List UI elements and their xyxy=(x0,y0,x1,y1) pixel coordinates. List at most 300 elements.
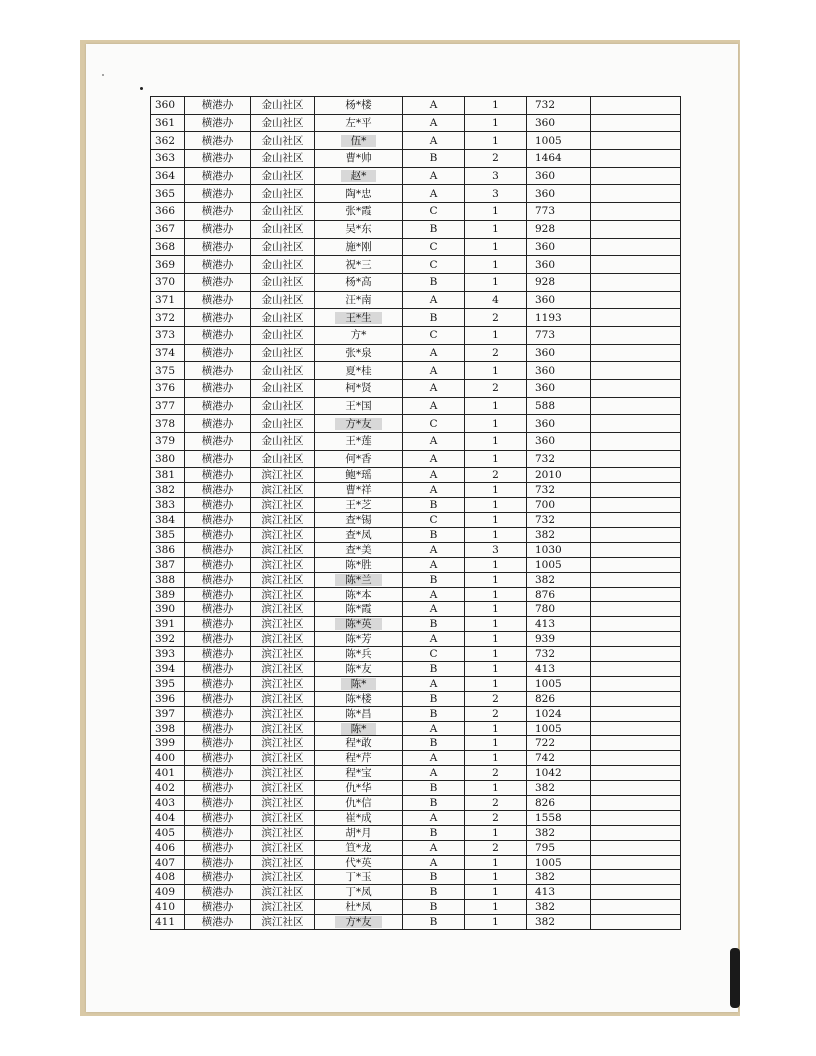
name-text: 汪*南 xyxy=(345,293,372,306)
name-cell xyxy=(315,238,403,256)
amount-cell: 360 xyxy=(527,433,591,451)
note-cell xyxy=(591,691,681,706)
row-number-cell: 393 xyxy=(151,647,185,662)
community-cell: 金山社区 xyxy=(251,97,315,115)
row-number-cell: 401 xyxy=(151,766,185,781)
table-row xyxy=(151,528,681,543)
name-cell xyxy=(315,167,403,185)
table-row xyxy=(151,238,681,256)
name-cell xyxy=(315,150,403,168)
count-cell: 2 xyxy=(465,150,527,168)
category-cell: C xyxy=(403,238,465,256)
amount-cell: 700 xyxy=(527,498,591,513)
community-cell: 金山社区 xyxy=(251,309,315,327)
table-row xyxy=(151,751,681,766)
amount-cell: 360 xyxy=(527,256,591,274)
amount-cell: 876 xyxy=(527,587,591,602)
category-cell: B xyxy=(403,885,465,900)
note-cell xyxy=(591,542,681,557)
note-cell xyxy=(591,781,681,796)
community-cell: 滨江社区 xyxy=(251,736,315,751)
row-number-cell: 387 xyxy=(151,557,185,572)
table-row xyxy=(151,691,681,706)
table-row xyxy=(151,309,681,327)
community-cell: 金山社区 xyxy=(251,291,315,309)
note-cell xyxy=(591,662,681,677)
category-cell: A xyxy=(403,167,465,185)
table-row xyxy=(151,362,681,380)
count-cell: 1 xyxy=(465,915,527,930)
office-cell: 横港办 xyxy=(185,602,251,617)
row-number-cell: 382 xyxy=(151,483,185,498)
scan-speck xyxy=(102,74,104,76)
community-cell: 滨江社区 xyxy=(251,587,315,602)
name-text: 陈*兵 xyxy=(345,648,372,661)
office-cell: 横港办 xyxy=(185,326,251,344)
amount-cell: 360 xyxy=(527,238,591,256)
amount-cell: 382 xyxy=(527,572,591,587)
table-row xyxy=(151,167,681,185)
row-number-cell: 411 xyxy=(151,915,185,930)
count-cell: 1 xyxy=(465,498,527,513)
note-cell xyxy=(591,380,681,398)
count-cell: 2 xyxy=(465,380,527,398)
name-cell xyxy=(315,114,403,132)
community-cell: 金山社区 xyxy=(251,167,315,185)
office-cell: 横港办 xyxy=(185,542,251,557)
note-cell xyxy=(591,291,681,309)
amount-cell: 360 xyxy=(527,291,591,309)
table-row xyxy=(151,483,681,498)
count-cell: 2 xyxy=(465,691,527,706)
community-cell: 滨江社区 xyxy=(251,572,315,587)
row-number-cell: 380 xyxy=(151,450,185,468)
name-text: 陈* xyxy=(341,723,377,735)
amount-cell: 826 xyxy=(527,796,591,811)
category-cell: C xyxy=(403,256,465,274)
community-cell: 滨江社区 xyxy=(251,557,315,572)
table-row xyxy=(151,900,681,915)
office-cell: 横港办 xyxy=(185,572,251,587)
office-cell: 横港办 xyxy=(185,344,251,362)
table-row xyxy=(151,132,681,150)
note-cell xyxy=(591,602,681,617)
count-cell: 1 xyxy=(465,450,527,468)
office-cell: 横港办 xyxy=(185,185,251,203)
note-cell xyxy=(591,167,681,185)
category-cell: A xyxy=(403,855,465,870)
count-cell: 2 xyxy=(465,706,527,721)
name-cell xyxy=(315,344,403,362)
count-cell: 1 xyxy=(465,736,527,751)
note-cell xyxy=(591,840,681,855)
row-number-cell: 392 xyxy=(151,632,185,647)
note-cell xyxy=(591,220,681,238)
table-row xyxy=(151,203,681,221)
amount-cell: 1005 xyxy=(527,676,591,691)
row-number-cell: 369 xyxy=(151,256,185,274)
count-cell: 3 xyxy=(465,542,527,557)
table-row xyxy=(151,870,681,885)
community-cell: 滨江社区 xyxy=(251,900,315,915)
note-cell xyxy=(591,676,681,691)
community-cell: 滨江社区 xyxy=(251,542,315,557)
name-text: 程*敢 xyxy=(345,737,372,750)
name-cell xyxy=(315,291,403,309)
row-number-cell: 407 xyxy=(151,855,185,870)
amount-cell: 780 xyxy=(527,602,591,617)
count-cell: 1 xyxy=(465,572,527,587)
count-cell: 1 xyxy=(465,114,527,132)
name-cell xyxy=(315,380,403,398)
name-cell xyxy=(315,97,403,115)
name-text: 陈*本 xyxy=(345,588,372,601)
count-cell: 1 xyxy=(465,203,527,221)
office-cell: 横港办 xyxy=(185,450,251,468)
name-cell xyxy=(315,220,403,238)
name-cell xyxy=(315,513,403,528)
row-number-cell: 361 xyxy=(151,114,185,132)
name-text: 王*生 xyxy=(335,312,381,324)
community-cell: 滨江社区 xyxy=(251,721,315,736)
name-text: 陈*胜 xyxy=(345,558,372,571)
row-number-cell: 373 xyxy=(151,326,185,344)
community-cell: 金山社区 xyxy=(251,415,315,433)
community-cell: 滨江社区 xyxy=(251,781,315,796)
amount-cell: 413 xyxy=(527,885,591,900)
count-cell: 1 xyxy=(465,362,527,380)
amount-cell: 382 xyxy=(527,915,591,930)
row-number-cell: 388 xyxy=(151,572,185,587)
community-cell: 滨江社区 xyxy=(251,766,315,781)
name-cell xyxy=(315,528,403,543)
name-text: 曹*帅 xyxy=(345,152,372,165)
row-number-cell: 379 xyxy=(151,433,185,451)
table-row xyxy=(151,706,681,721)
count-cell: 1 xyxy=(465,870,527,885)
category-cell: A xyxy=(403,587,465,602)
community-cell: 滨江社区 xyxy=(251,662,315,677)
count-cell: 3 xyxy=(465,185,527,203)
amount-cell: 732 xyxy=(527,513,591,528)
category-cell: B xyxy=(403,498,465,513)
category-cell: B xyxy=(403,796,465,811)
amount-cell: 732 xyxy=(527,483,591,498)
note-cell xyxy=(591,766,681,781)
table-row xyxy=(151,855,681,870)
category-cell: B xyxy=(403,870,465,885)
category-cell: A xyxy=(403,291,465,309)
amount-cell: 939 xyxy=(527,632,591,647)
category-cell: A xyxy=(403,766,465,781)
category-cell: A xyxy=(403,114,465,132)
row-number-cell: 404 xyxy=(151,810,185,825)
category-cell: B xyxy=(403,781,465,796)
office-cell: 横港办 xyxy=(185,309,251,327)
amount-cell: 382 xyxy=(527,870,591,885)
amount-cell: 360 xyxy=(527,344,591,362)
name-cell xyxy=(315,572,403,587)
office-cell: 横港办 xyxy=(185,810,251,825)
amount-cell: 928 xyxy=(527,273,591,291)
office-cell: 横港办 xyxy=(185,528,251,543)
note-cell xyxy=(591,185,681,203)
note-cell xyxy=(591,344,681,362)
name-text: 杨*高 xyxy=(345,276,372,289)
community-cell: 滨江社区 xyxy=(251,632,315,647)
name-cell xyxy=(315,415,403,433)
category-cell: A xyxy=(403,450,465,468)
name-text: 陈*友 xyxy=(345,662,372,675)
community-cell: 金山社区 xyxy=(251,132,315,150)
note-cell xyxy=(591,900,681,915)
name-cell xyxy=(315,309,403,327)
office-cell: 横港办 xyxy=(185,781,251,796)
row-number-cell: 402 xyxy=(151,781,185,796)
note-cell xyxy=(591,810,681,825)
count-cell: 2 xyxy=(465,468,527,483)
count-cell: 1 xyxy=(465,326,527,344)
count-cell: 1 xyxy=(465,397,527,415)
office-cell: 横港办 xyxy=(185,291,251,309)
amount-cell: 1193 xyxy=(527,309,591,327)
table-row xyxy=(151,291,681,309)
amount-cell: 742 xyxy=(527,751,591,766)
office-cell: 横港办 xyxy=(185,840,251,855)
row-number-cell: 381 xyxy=(151,468,185,483)
name-text: 方*友 xyxy=(335,916,381,928)
name-text: 崔*成 xyxy=(345,811,372,824)
count-cell: 1 xyxy=(465,97,527,115)
table-row xyxy=(151,810,681,825)
name-cell xyxy=(315,736,403,751)
amount-cell: 360 xyxy=(527,114,591,132)
community-cell: 金山社区 xyxy=(251,273,315,291)
table-row xyxy=(151,632,681,647)
note-cell xyxy=(591,450,681,468)
community-cell: 滨江社区 xyxy=(251,513,315,528)
count-cell: 1 xyxy=(465,433,527,451)
office-cell: 横港办 xyxy=(185,114,251,132)
office-cell: 横港办 xyxy=(185,97,251,115)
row-number-cell: 389 xyxy=(151,587,185,602)
row-number-cell: 394 xyxy=(151,662,185,677)
name-cell xyxy=(315,483,403,498)
name-text: 程*宝 xyxy=(345,767,372,780)
amount-cell: 795 xyxy=(527,840,591,855)
row-number-cell: 364 xyxy=(151,167,185,185)
name-text: 杨*楼 xyxy=(345,99,372,112)
name-cell xyxy=(315,855,403,870)
note-cell xyxy=(591,256,681,274)
name-text: 程*芹 xyxy=(345,752,372,765)
row-number-cell: 360 xyxy=(151,97,185,115)
category-cell: A xyxy=(403,362,465,380)
amount-cell: 588 xyxy=(527,397,591,415)
row-number-cell: 372 xyxy=(151,309,185,327)
table-row xyxy=(151,662,681,677)
name-text: 杜*凤 xyxy=(345,901,372,914)
office-cell: 横港办 xyxy=(185,203,251,221)
name-cell xyxy=(315,617,403,632)
table-row xyxy=(151,796,681,811)
count-cell: 1 xyxy=(465,256,527,274)
category-cell: B xyxy=(403,150,465,168)
note-cell xyxy=(591,397,681,415)
row-number-cell: 377 xyxy=(151,397,185,415)
page-edge-shadow xyxy=(730,948,740,1008)
category-cell: A xyxy=(403,632,465,647)
row-number-cell: 409 xyxy=(151,885,185,900)
note-cell xyxy=(591,855,681,870)
community-cell: 滨江社区 xyxy=(251,647,315,662)
category-cell: A xyxy=(403,483,465,498)
name-cell xyxy=(315,256,403,274)
name-text: 方* xyxy=(350,329,367,342)
community-cell: 滨江社区 xyxy=(251,915,315,930)
category-cell: A xyxy=(403,602,465,617)
office-cell: 横港办 xyxy=(185,587,251,602)
table-row xyxy=(151,498,681,513)
community-cell: 金山社区 xyxy=(251,362,315,380)
amount-cell: 360 xyxy=(527,415,591,433)
note-cell xyxy=(591,483,681,498)
office-cell: 横港办 xyxy=(185,617,251,632)
name-text: 张*霞 xyxy=(345,205,372,218)
category-cell: B xyxy=(403,691,465,706)
table-row xyxy=(151,915,681,930)
note-cell xyxy=(591,825,681,840)
category-cell: B xyxy=(403,309,465,327)
row-number-cell: 390 xyxy=(151,602,185,617)
table-row xyxy=(151,150,681,168)
row-number-cell: 375 xyxy=(151,362,185,380)
name-cell xyxy=(315,450,403,468)
name-cell xyxy=(315,185,403,203)
community-cell: 滨江社区 xyxy=(251,885,315,900)
name-text: 陈* xyxy=(341,678,377,690)
name-text: 施*刚 xyxy=(345,240,372,253)
count-cell: 1 xyxy=(465,557,527,572)
name-text: 曹*祥 xyxy=(345,484,372,497)
name-text: 王*莲 xyxy=(345,435,372,448)
community-cell: 滨江社区 xyxy=(251,617,315,632)
amount-cell: 1005 xyxy=(527,557,591,572)
category-cell: B xyxy=(403,572,465,587)
row-number-cell: 383 xyxy=(151,498,185,513)
name-cell xyxy=(315,433,403,451)
office-cell: 横港办 xyxy=(185,900,251,915)
community-cell: 金山社区 xyxy=(251,150,315,168)
row-number-cell: 386 xyxy=(151,542,185,557)
community-cell: 金山社区 xyxy=(251,326,315,344)
category-cell: C xyxy=(403,647,465,662)
name-text: 何*香 xyxy=(345,453,372,466)
office-cell: 横港办 xyxy=(185,220,251,238)
table-row xyxy=(151,542,681,557)
category-cell: A xyxy=(403,468,465,483)
count-cell: 2 xyxy=(465,344,527,362)
row-number-cell: 398 xyxy=(151,721,185,736)
count-cell: 2 xyxy=(465,309,527,327)
name-cell xyxy=(315,676,403,691)
table-row xyxy=(151,721,681,736)
category-cell: B xyxy=(403,662,465,677)
amount-cell: 360 xyxy=(527,167,591,185)
count-cell: 1 xyxy=(465,483,527,498)
category-cell: B xyxy=(403,617,465,632)
office-cell: 横港办 xyxy=(185,483,251,498)
note-cell xyxy=(591,572,681,587)
name-cell xyxy=(315,885,403,900)
community-cell: 金山社区 xyxy=(251,380,315,398)
category-cell: B xyxy=(403,528,465,543)
table-row xyxy=(151,825,681,840)
amount-cell: 1024 xyxy=(527,706,591,721)
amount-cell: 732 xyxy=(527,97,591,115)
count-cell: 1 xyxy=(465,781,527,796)
category-cell: B xyxy=(403,915,465,930)
category-cell: B xyxy=(403,900,465,915)
count-cell: 1 xyxy=(465,721,527,736)
name-text: 代*英 xyxy=(345,856,372,869)
name-text: 查*锡 xyxy=(345,514,372,527)
table-row xyxy=(151,273,681,291)
row-number-cell: 371 xyxy=(151,291,185,309)
community-cell: 滨江社区 xyxy=(251,825,315,840)
row-number-cell: 397 xyxy=(151,706,185,721)
table-row xyxy=(151,617,681,632)
table-row xyxy=(151,344,681,362)
count-cell: 1 xyxy=(465,528,527,543)
amount-cell: 382 xyxy=(527,900,591,915)
name-text: 仇*信 xyxy=(345,796,372,809)
table-row xyxy=(151,415,681,433)
amount-cell: 732 xyxy=(527,450,591,468)
community-cell: 金山社区 xyxy=(251,203,315,221)
table-row xyxy=(151,557,681,572)
name-cell xyxy=(315,751,403,766)
community-cell: 金山社区 xyxy=(251,344,315,362)
office-cell: 横港办 xyxy=(185,647,251,662)
scan-dot xyxy=(140,87,143,90)
office-cell: 横港办 xyxy=(185,736,251,751)
amount-cell: 1042 xyxy=(527,766,591,781)
name-cell xyxy=(315,132,403,150)
name-text: 胡*月 xyxy=(345,826,372,839)
note-cell xyxy=(591,557,681,572)
name-cell xyxy=(315,870,403,885)
note-cell xyxy=(591,114,681,132)
amount-cell: 2010 xyxy=(527,468,591,483)
count-cell: 1 xyxy=(465,238,527,256)
table-row xyxy=(151,572,681,587)
amount-cell: 360 xyxy=(527,185,591,203)
office-cell: 横港办 xyxy=(185,513,251,528)
row-number-cell: 378 xyxy=(151,415,185,433)
community-cell: 滨江社区 xyxy=(251,483,315,498)
amount-cell: 413 xyxy=(527,617,591,632)
community-cell: 金山社区 xyxy=(251,238,315,256)
category-cell: A xyxy=(403,185,465,203)
note-cell xyxy=(591,617,681,632)
name-cell xyxy=(315,662,403,677)
amount-cell: 382 xyxy=(527,528,591,543)
category-cell: A xyxy=(403,542,465,557)
amount-cell: 773 xyxy=(527,326,591,344)
amount-cell: 1030 xyxy=(527,542,591,557)
row-number-cell: 362 xyxy=(151,132,185,150)
